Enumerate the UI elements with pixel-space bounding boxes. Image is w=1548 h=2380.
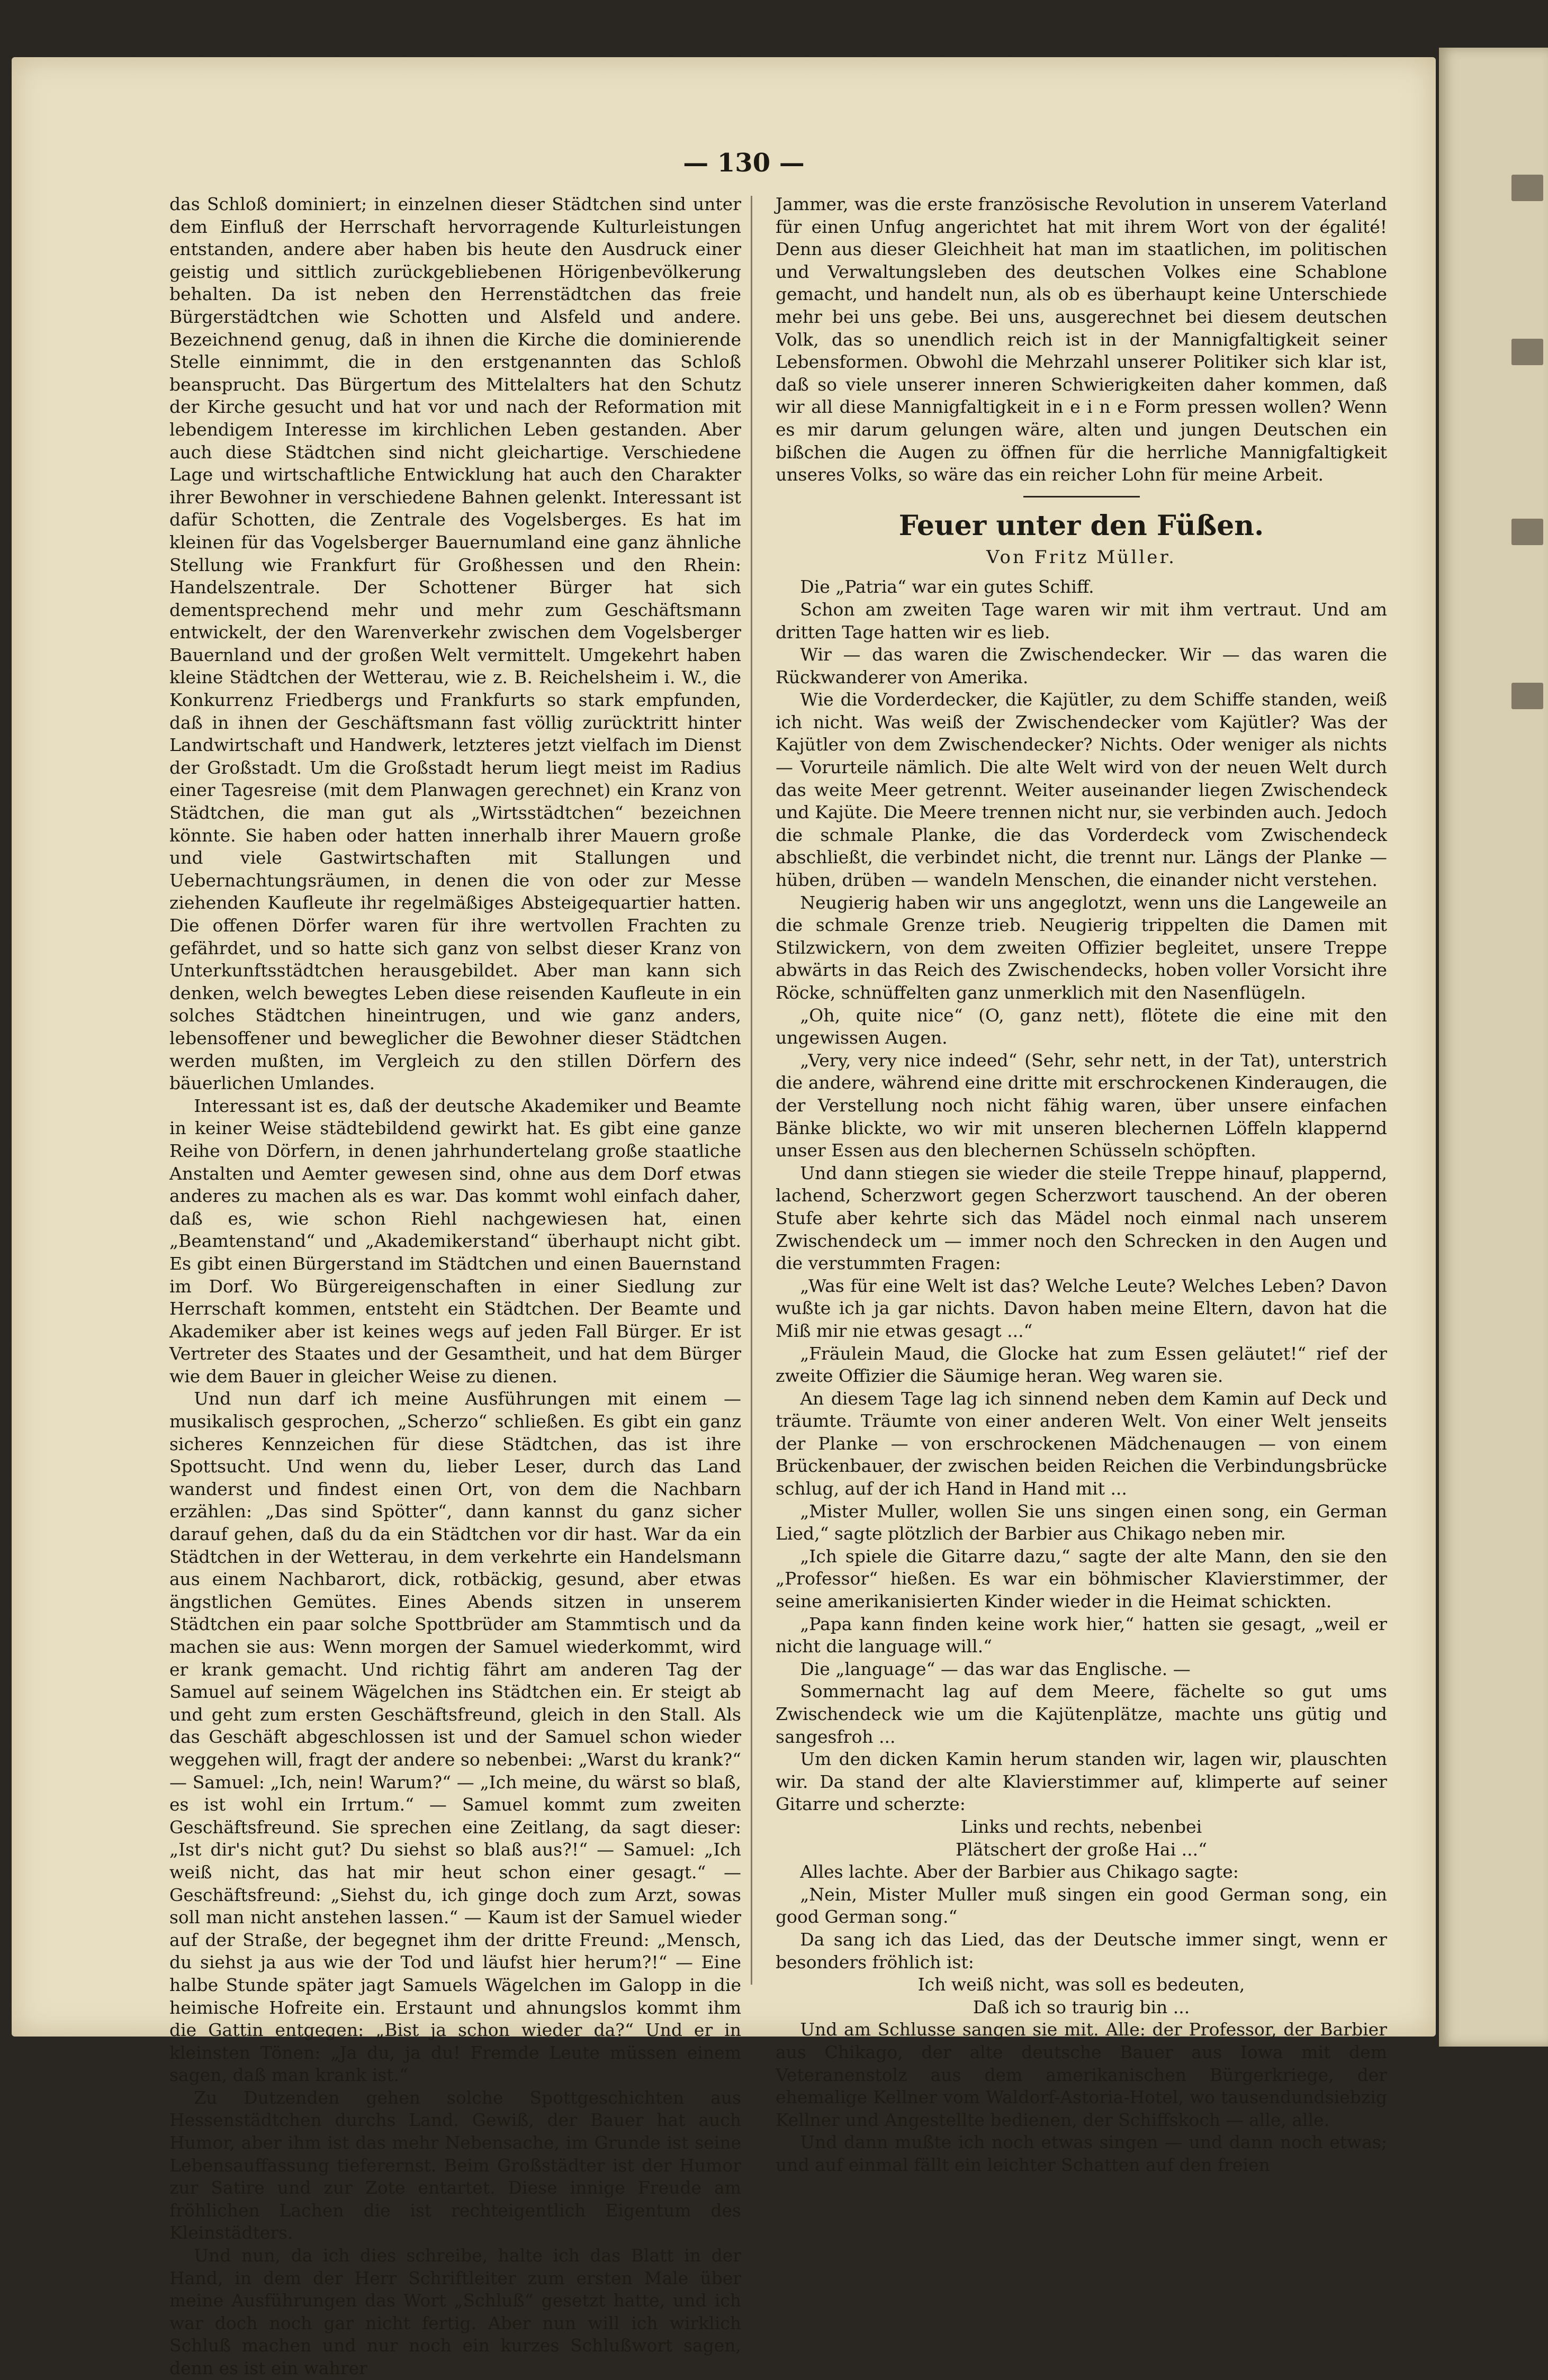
paragraph: Jammer, was die erste französische Revolution in unserem Vaterland für einen Unfug angerichtet hat mit ihrem Wort von der égalité! Denn aus dieser Gleichheit hat man im staatlichen, im politischen und Verwaltungsleben des deutschen Volkes eine Schablone gemacht, und handelt nun, als ob es überhaupt keine Unterschiede mehr bei uns gebe. Bei uns, ausgerechnet bei diesem deutschen Volk, das so unendlich reich ist in der Mannigfaltigkeit seiner Lebensformen. Obwohl die Mehrzahl unserer Politiker sich klar ist, daß so viele unserer inneren Schwierigkeiten daher kommen, daß wir all diese Mannigfaltigkeit in e i n e Form pressen wollen? Wenn es mir darum gelungen wäre, alten und jungen Deutschen ein bißchen die Augen zu öffnen für die herrliche Mannigfaltigkeit unseres Volks, so wäre das ein reicher Lohn für meine Arbeit. xyxy=(776,194,1387,485)
column-divider xyxy=(751,196,752,1985)
paragraph: „Papa kann finden keine work hier,“ hatten sie gesagt, „weil er nicht die language will.“ xyxy=(776,1613,1387,1657)
paragraph: Alles lachte. Aber der Barbier aus Chikago sagte: xyxy=(800,1861,1239,1883)
paragraph: Schon am zweiten Tage waren wir mit ihm vertraut. Und am dritten Tage hatten wir es lieb. xyxy=(776,599,1387,642)
paragraph: Um den dicken Kamin herum standen wir, lagen wir, plauschten wir. Da stand der alte Klavierstimmer auf, klimperte auf seiner Gitarre und scherzte: xyxy=(776,1749,1387,1815)
paragraph: Wie die Vorderdecker, die Kajütler, zu dem Schiffe standen, weiß ich nicht. Was weiß der Zwischendecker vom Kajütler? Was der Kajütler von dem Zwischendecker? Nichts. Oder weniger als nichts — Vorurteile nämlich. Die alte Welt wird von der neuen Welt durch das weite Meer getrennt. Weiter auseinander liegen Zwischendeck und Kajüte. Die Meere trennen nicht nur, sie verbinden auch. Jedoch die schmale Planke, die das Vorderdeck vom Zwischendeck abschließt, die verbindet nicht, die trennt nur. Längs der Planke — hüben, drüben — wandeln Menschen, die einander nicht verstehen. xyxy=(776,689,1387,891)
paragraph: Und dann stiegen sie wieder die steile Treppe hinauf, plappernd, lachend, Scherzwort gegen Scherzwort tauschend. An der oberen Stufe aber kehrte sich das Mädel noch einmal nach unserem Zwischendeck um — immer noch den Schrecken in den Augen und die verstummten Fragen: xyxy=(776,1162,1387,1274)
paragraph: Zu Dutzenden gehen solche Spottgeschichten aus Hessenstädtchen durchs Land. Gewiß, der Bauer hat auch Humor, aber ihm ist das mehr Nebensache, im Grunde ist seine Lebensauffassung tieferernst. Beim Großstädter ist der Humor zur Satire und zur Zote entartet. Diese innige Freude am fröhlichen Lachen die ist rechteigentlich Eigentum des Kleinstädters. xyxy=(169,2087,741,2243)
left-column xyxy=(169,193,741,2378)
paragraph: Da sang ich das Lied, das der Deutsche immer singt, wenn er besonders fröhlich ist: xyxy=(776,1929,1387,1972)
paragraph: Die „Patria“ war ein gutes Schiff. xyxy=(800,576,1094,598)
paragraph: „Very, very nice indeed“ (Sehr, sehr nett, in der Tat), unterstrich die andere, während eine dritte mit erschrockenen Kinderaugen, die der Verstellung noch nicht fähig waren, über unsere einfachen Bänke blickte, wo wir mit unseren blechernen Löffeln klappernd unser Essen aus den blechernen Schüsseln schöpften. xyxy=(776,1049,1387,1161)
page-number: — 130 — xyxy=(683,148,805,178)
verse-line: Daß ich so traurig bin ... xyxy=(973,1996,1190,2017)
adjacent-page-text xyxy=(1511,175,1543,201)
paragraph: „Nein, Mister Muller muß singen ein good German song, ein good German song.“ xyxy=(776,1884,1387,1927)
paragraph: „Was für eine Welt ist das? Welche Leute? Welches Leben? Davon wußte ich ja gar nichts. Davon haben meine Eltern, davon hat die Miß mir nie etwas gesagt ...“ xyxy=(776,1275,1387,1341)
paragraph: das Schloß dominiert; in einzelnen dieser Städtchen sind unter dem Einfluß der Herrschaft hervorragende Kulturleistungen entstanden, andere aber haben bis heute den Ausdruck einer geistig und sittlich zurückgebliebenen Hörigenbevölkerung behalten. Da ist neben den Herrenstädtchen das freie Bürgerstädtchen wie Schotten und Alsfeld und andere. Bezeichnend genug, daß in ihnen die Kirche die dominierende Stelle einnimmt, die in den erstgenannten das Schloß beansprucht. Das Bürgertum des Mittelalters hat den Schutz der Kirche gesucht und hat vor und nach der Reformation mit lebendigem Interesse im kirchlichen Leben gestanden. Aber auch diese Städtchen sind nicht gleichartige. Verschiedene Lage und wirtschaftliche Entwicklung hat auch den Charakter ihrer Bewohner in verschiedene Bahnen gelenkt. Interessant ist dafür Schotten, die Zentrale des Vogelsberges. Es hat im kleinen für das Vogelsberger Bauernumland eine ganz ähnliche Stellung wie Frankfurt für Großhessen und den Rhein: Handelszentrale. Der Schottener Bürger hat sich dementsprechend mehr und mehr zum Geschäftsmann entwickelt, der den Warenverkehr zwischen dem Vogelsberger Bauernland und der großen Welt vermittelt. Umgekehrt haben kleine Städtchen der Wetterau, wie z. B. Reichelsheim i. W., die Konkurrenz Friedbergs und Frankfurts so stark empfunden, daß in ihnen der Geschäftsmann fast völlig zurücktritt hinter Landwirtschaft und Handwerk, letzteres jetzt vielfach im Dienst der Großstadt. Um die Großstadt herum liegt meist im Radius einer Tagesreise (mit dem Planwagen gerechnet) ein Kranz von Städtchen, die man gut als „Wirtsstädtchen“ bezeichnen könnte. Sie haben oder hatten innerhalb ihrer Mauern große und viele Gastwirtschaften mit Stallungen und Uebernachtungsräumen, in denen die von oder zur Messe ziehenden Kaufleute ihr regelmäßiges Absteigequartier hatten. Die offenen Dörfer waren für ihre wertvollen Frachten zu gefährdet, und so hatte sich ganz von selbst dieser Kranz von Unterkunftsstädtchen herausgebildet. Aber man kann sich denken, welch bewegtes Leben diese reisenden Kaufleute in ein solches Städtchen hineintrugen, und wie ganz anders, lebensoffener und beweglicher die Bewohner dieser Städtchen werden mußten, im Vergleich zu den stillen Dörfern des bäuerlichen Umlandes. xyxy=(169,194,741,1094)
verse-line: Ich weiß nicht, was soll es bedeuten, xyxy=(917,1974,1245,1995)
adjacent-page-text xyxy=(1511,519,1543,545)
paragraph: Wir — das waren die Zwischendecker. Wir — das waren die Rückwanderer von Amerika. xyxy=(776,644,1387,687)
paragraph: „Fräulein Maud, die Glocke hat zum Essen geläutet!“ rief der zweite Offizier die Säumige heran. Weg waren sie. xyxy=(776,1343,1387,1387)
paragraph: Sommernacht lag auf dem Meere, fächelte so gut ums Zwischendeck wie um die Kajütenplätze, machte uns gütig und sangesfroh ... xyxy=(776,1681,1387,1747)
right-column xyxy=(776,193,1387,2175)
paragraph: Und nun darf ich meine Ausführungen mit einem — musikalisch gesprochen, „Scherzo“ schließen. Es gibt ein ganz sicheres Kennzeichen für diese Städtchen, das ist ihre Spottsucht. Und wenn du, lieber Leser, durch das Land wanderst und findest einen Ort, von dem die Nachbarn erzählen: „Das sind Spötter“, dann kannst du ganz sicher darauf gehen, daß du da ein Städtchen vor dir hast. War da ein Städtchen in der Wetterau, in dem verkehrte ein Handelsmann aus einem Nachbarort, dick, rotbäckig, gesund, aber etwas ängstlichen Gemütes. Eines Abends sitzen in unserem Städtchen ein paar solche Spottbrüder am Stammtisch und da machen sie aus: Wenn morgen der Samuel wiederkommt, wird er krank gemacht. Und richtig fährt am anderen Tag der Samuel auf seinem Wägelchen ins Städtchen ein. Er steigt ab und geht zum ersten Geschäftsfreund, gleich in den Stall. Als das Geschäft abgeschlossen ist und der Samuel schon wieder weggehen will, fragt der andere so nebenbei: „Warst du krank?“ — Samuel: „Ich, nein! Warum?“ — „Ich meine, du wärst so blaß, es ist wohl ein Irrtum.“ — Samuel kommt zum zweiten Geschäftsfreund. Sie sprechen eine Zeitlang, da sagt dieser: „Ist dir's nicht gut? Du siehst so blaß aus?!“ — Samuel: „Ich weiß nicht, das hat mir heut schon einer gesagt.“ — Geschäftsfreund: „Siehst du, ich ginge doch zum Arzt, sowas soll man nicht anstehen lassen.“ — Kaum ist der Samuel wieder auf der Straße, der begegnet ihm der dritte Freund: „Mensch, du siehst ja aus wie der Tod und läufst hier herum?!“ — Eine halbe Stunde später jagt Samuels Wägelchen im Galopp in die heimische Hofreite ein. Erstaunt und ahnungslos kommt ihm die Gattin entgegen: „Bist ja schon wieder da?“ Und er in kleinsten Tönen: „Ja du, ja du! Fremde Leute müssen einem sagen, daß man krank ist.“ xyxy=(169,1388,741,2086)
paragraph: Interessant ist es, daß der deutsche Akademiker und Beamte in keiner Weise städtebildend gewirkt hat. Es gibt eine ganze Reihe von Dörfern, in denen jahrhundertelang große staatliche Anstalten und Aemter gewesen sind, ohne aus dem Dorf etwas anderes zu machen als es war. Das kommt wohl einfach daher, daß es, wie schon Riehl nachgewiesen hat, einen „Beamtenstand“ und „Akademikerstand“ überhaupt nicht gibt. Es gibt einen Bürgerstand im Städtchen und einen Bauernstand im Dorf. Wo Bürgereigenschaften in einer Siedlung zur Herrschaft kommen, entsteht ein Städtchen. Der Beamte und Akademiker aber ist keines wegs auf jeden Fall Bürger. Er ist Vertreter des Staates und der Gesamtheit, und hat dem Bürger wie dem Bauer in gleicher Weise zu dienen. xyxy=(169,1095,741,1387)
paragraph: „Mister Muller, wollen Sie uns singen einen song, ein German Lied,“ sagte plötzlich der Barbier aus Chikago neben mir. xyxy=(776,1500,1387,1544)
article-title: Feuer unter den Füßen. xyxy=(898,509,1264,542)
paragraph: Und am Schlusse sangen sie mit. Alle: der Professor, der Barbier aus Chikago, der alte deutsche Bauer aus Iowa mit dem Veteranenstolz aus dem amerikanischen Bürgerkriege, der ehemalige Kellner vom Waldorf-Astoria-Hotel, wo tausendundsiebzig Kellner und Angestellte bedienen, der Schiffskoch — alle, alle. xyxy=(776,2019,1387,2130)
paragraph: An diesem Tage lag ich sinnend neben dem Kamin auf Deck und träumte. Träumte von einer anderen Welt. Von einer Welt jenseits der Planke — von erschrockenen Mädchenaugen — von einem Brückenbauer, der zwischen beiden Reichen die Verbindungsbrücke schlug, auf der ich Hand in Hand mit ... xyxy=(776,1388,1387,1499)
verse-line: Links und rechts, nebenbei xyxy=(960,1816,1202,1837)
paragraph: „Oh, quite nice“ (O, ganz nett), flötete die eine mit den ungewissen Augen. xyxy=(776,1005,1387,1048)
verse-line: Plätschert der große Hai ...“ xyxy=(955,1839,1207,1860)
paragraph: Und nun, da ich dies schreibe, halte ich das Blatt in der Hand, in dem der Herr Schriftleiter zum ersten Male über meine Ausführungen das Wort „Schluß“ gesetzt hatte, und ich war doch noch gar nicht fertig. Aber nun will ich wirklich Schluß machen und nur noch ein kurzes Schlußwort sagen, denn es ist ein wahrer xyxy=(169,2245,741,2378)
paragraph: Neugierig haben wir uns angeglotzt, wenn uns die Langeweile an die schmale Grenze trieb. Neugierig trippelten die Damen mit Stilzwickern, von dem zweiten Offizier begleitet, unsere Treppe abwärts in das Reich des Zwischendecks, hoben voller Vorsicht ihre Röcke, schnüffelten ganz unmerklich mit den Nasenflügeln. xyxy=(776,892,1387,1003)
article-byline: Von Fritz Müller. xyxy=(986,546,1176,568)
paragraph: Die „language“ — das war das Englische. — xyxy=(800,1658,1191,1679)
section-divider xyxy=(1023,496,1140,497)
adjacent-page-text xyxy=(1511,339,1543,365)
paragraph: Und dann mußte ich noch etwas singen — und dann noch etwas; und auf einmal fällt ein leichter Schatten auf den freien xyxy=(776,2132,1387,2175)
paragraph: „Ich spiele die Gitarre dazu,“ sagte der alte Mann, den sie den „Professor“ hießen. Es war ein böhmischer Klavierstimmer, der seine amerikanisierten Kinder wieder in die Heimat schickten. xyxy=(776,1545,1387,1612)
adjacent-page-text xyxy=(1511,683,1543,709)
